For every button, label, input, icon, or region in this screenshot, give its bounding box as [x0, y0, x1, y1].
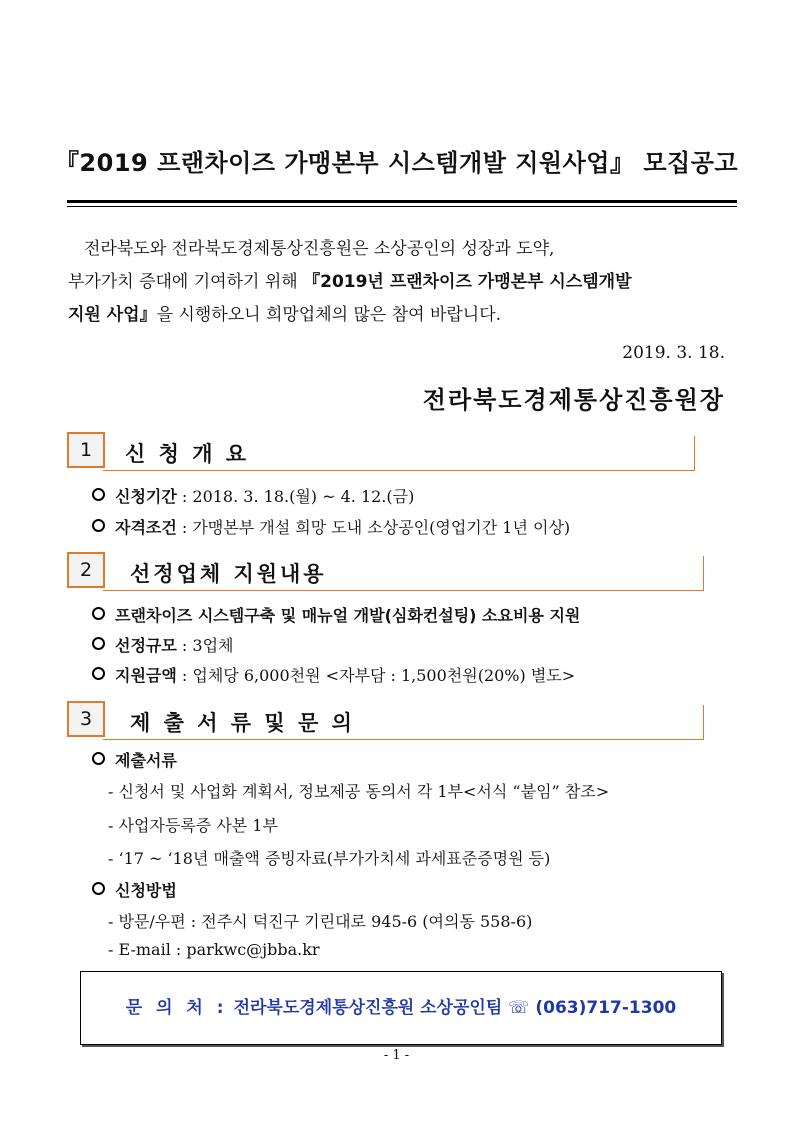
bullet-circle-icon: [92, 667, 105, 680]
signer-name: 전라북도경제통상진흥원장: [422, 385, 725, 414]
section-2-item-3: 지원금액 : 업체당 6,000천원 <자부담 : 1,500천원(20%) 별도>: [92, 663, 575, 686]
page-title: 『2019 프랜차이즈 가맹본부 시스템개발 지원사업』 모집공고: [54, 149, 739, 177]
section-2-title: 선정업체 지원내용: [130, 562, 327, 586]
apply-method-item: - E-mail : parkwc@jbba.kr: [108, 940, 320, 959]
contact-label: 문 의 처 :: [125, 998, 228, 1018]
page-number: - 1 -: [383, 1048, 410, 1063]
section-2-number: 2: [67, 552, 105, 588]
section-1-edge: [694, 436, 695, 471]
bullet-circle-icon: [92, 519, 105, 532]
announcement-date: 2019. 3. 18.: [622, 343, 725, 363]
submit-doc-item: - 신청서 및 사업화 계획서, 정보제공 동의서 각 1부<서식 “붙임” 참조>: [108, 782, 610, 801]
intro-line-2-text: 부가가치 증대에 기여하기 위해: [68, 272, 304, 292]
section-2-underline: [103, 590, 703, 591]
intro-line-3-text: 을 시행하오니 희망업체의 많은 참여 바랍니다.: [156, 305, 502, 325]
title-rule-thin: [67, 206, 737, 207]
section-1-title: 신 청 개 요: [125, 442, 250, 466]
intro-line-2: [68, 266, 728, 299]
intro-paragraph: [68, 233, 728, 332]
section-2-item-1: 프랜차이즈 시스템구축 및 매뉴얼 개발(심화컨설팅) 소요비용 지원: [92, 603, 580, 626]
contact-info: 전라북도경제통상진흥원 소상공인팀 ☏ (063)717-1300: [233, 998, 677, 1018]
contact-box: [80, 971, 722, 1045]
bullet-circle-icon: [92, 607, 105, 620]
intro-line-3: [68, 299, 728, 332]
submit-doc-item: - 사업자등록증 사본 1부: [108, 816, 278, 835]
title-rule-thick: [67, 200, 737, 203]
bullet-circle-icon: [92, 752, 105, 765]
section-3-number: 3: [67, 701, 105, 737]
apply-method-heading: 신청방법: [92, 878, 177, 901]
apply-method-item: - 방문/우편 : 전주시 덕진구 기린대로 945-6 (여의동 558-6): [108, 912, 533, 931]
section-2-item-2: 선정규모 : 3업체: [92, 633, 233, 656]
bullet-circle-icon: [92, 488, 105, 501]
intro-program-name-end: 지원 사업』: [68, 305, 157, 325]
submit-docs-heading: 제출서류: [92, 748, 177, 771]
section-3-title: 제 출 서 류 및 문 의: [130, 711, 355, 735]
section-3-edge: [703, 705, 704, 740]
section-2-edge: [703, 556, 704, 591]
submit-doc-item: - ‘17 ~ ‘18년 매출액 증빙자료(부가가치세 과세표준증명원 등): [108, 849, 551, 868]
bullet-circle-icon: [92, 882, 105, 895]
section-3-underline: [103, 739, 703, 740]
section-1-number: 1: [67, 432, 105, 468]
bullet-circle-icon: [92, 637, 105, 650]
section-1-item-2: 자격조건 : 가맹본부 개설 희망 도내 소상공인(영업기간 1년 이상): [92, 515, 570, 538]
intro-program-name: 『2019년 프랜차이즈 가맹본부 시스템개발: [303, 272, 632, 292]
intro-line-1: 전라북도와 전라북도경제통상진흥원은 소상공인의 성장과 도약,: [84, 239, 555, 259]
section-1-underline: [103, 470, 695, 471]
section-1-item-1: 신청기간 : 2018. 3. 18.(월) ~ 4. 12.(금): [92, 484, 414, 507]
